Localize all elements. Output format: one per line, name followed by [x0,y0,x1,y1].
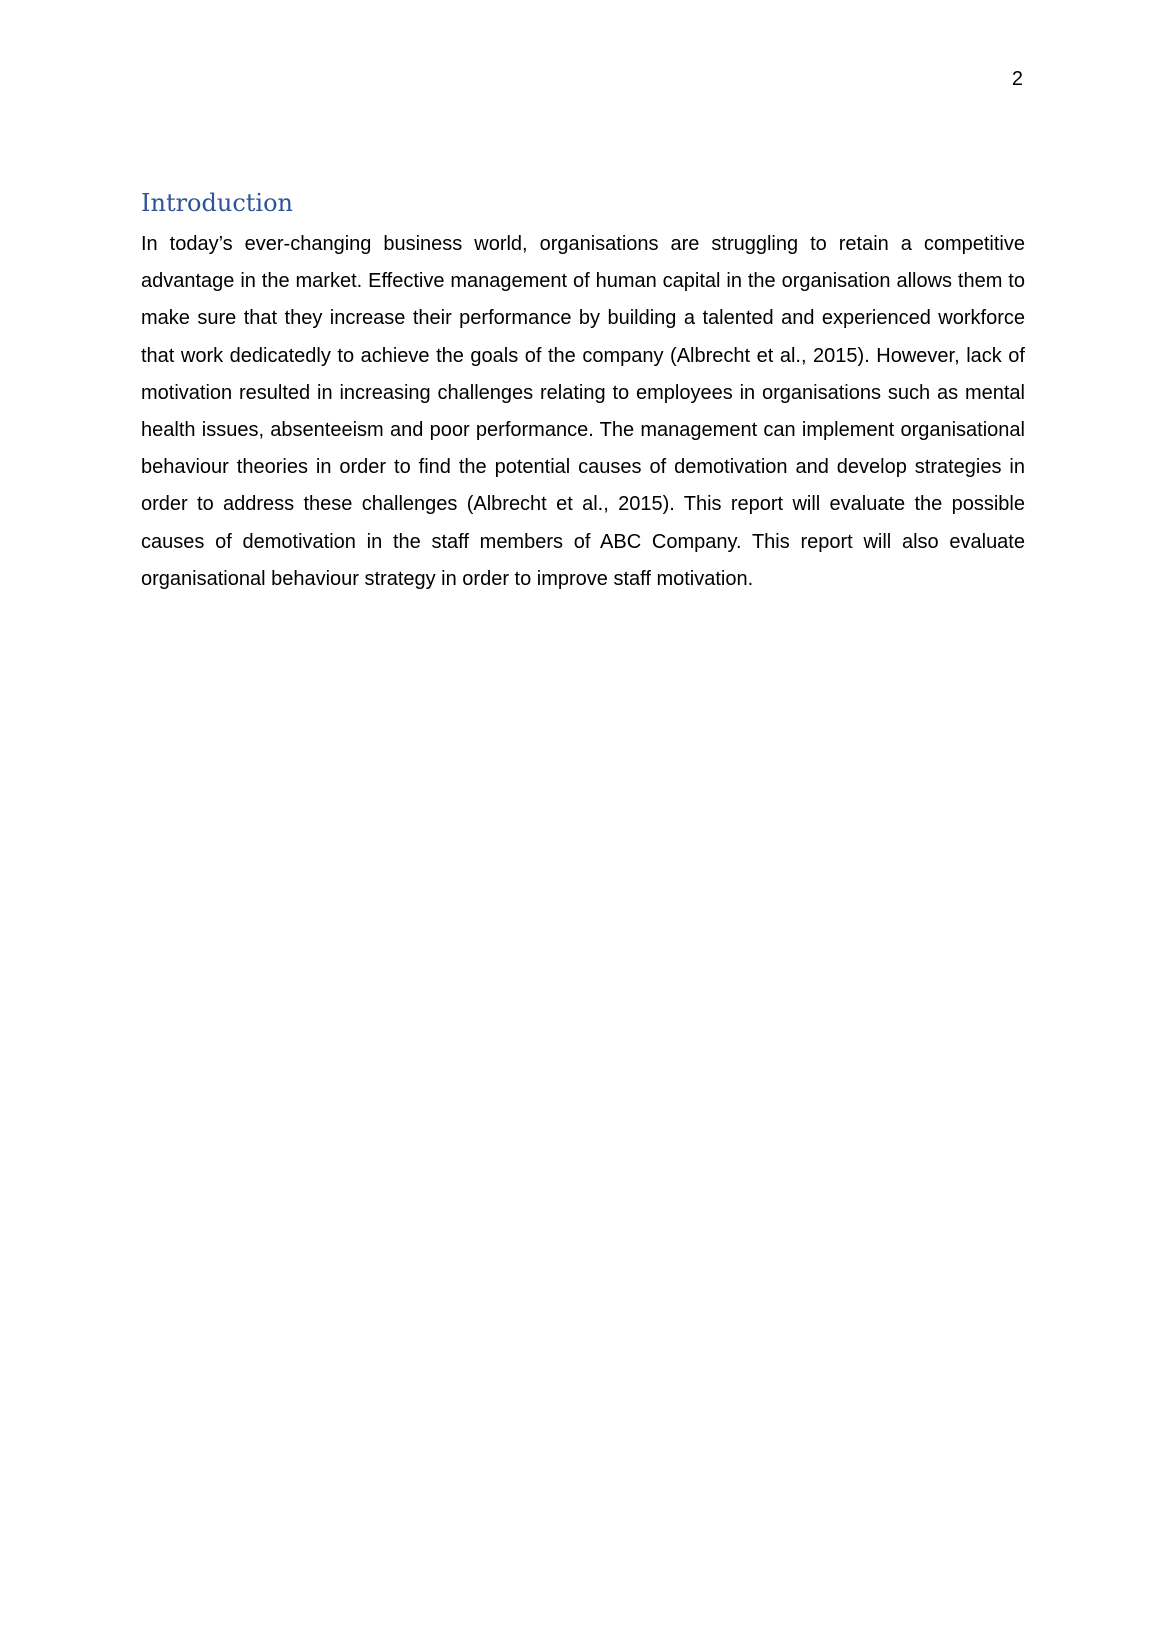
section-introduction [141,186,1025,598]
section-heading: Introduction [141,189,293,217]
page-number: 2 [1011,68,1023,90]
body-paragraph: In today’s ever-changing business world, organisations are struggling to retain a competitive advantage in the market. Effective management of human capital in the organisation allows them to make sure that they increase their performance by building a talented and experienced workforce that work dedicatedly to achieve the goals of the company (Albrecht et al., 2015). However, lack of motivation resulted in increasing challenges relating to employees in organisations such as mental health issues, absenteeism and poor performance. The management can implement organisational behaviour theories in order to find the potential causes of demotivation and develop strategies in order to address these challenges (Albrecht et al., 2015). This report will evaluate the possible causes of demotivation in the staff members of ABC Company. This report will also evaluate organisational behaviour strategy in order to improve staff motivation. [141,233,1025,590]
